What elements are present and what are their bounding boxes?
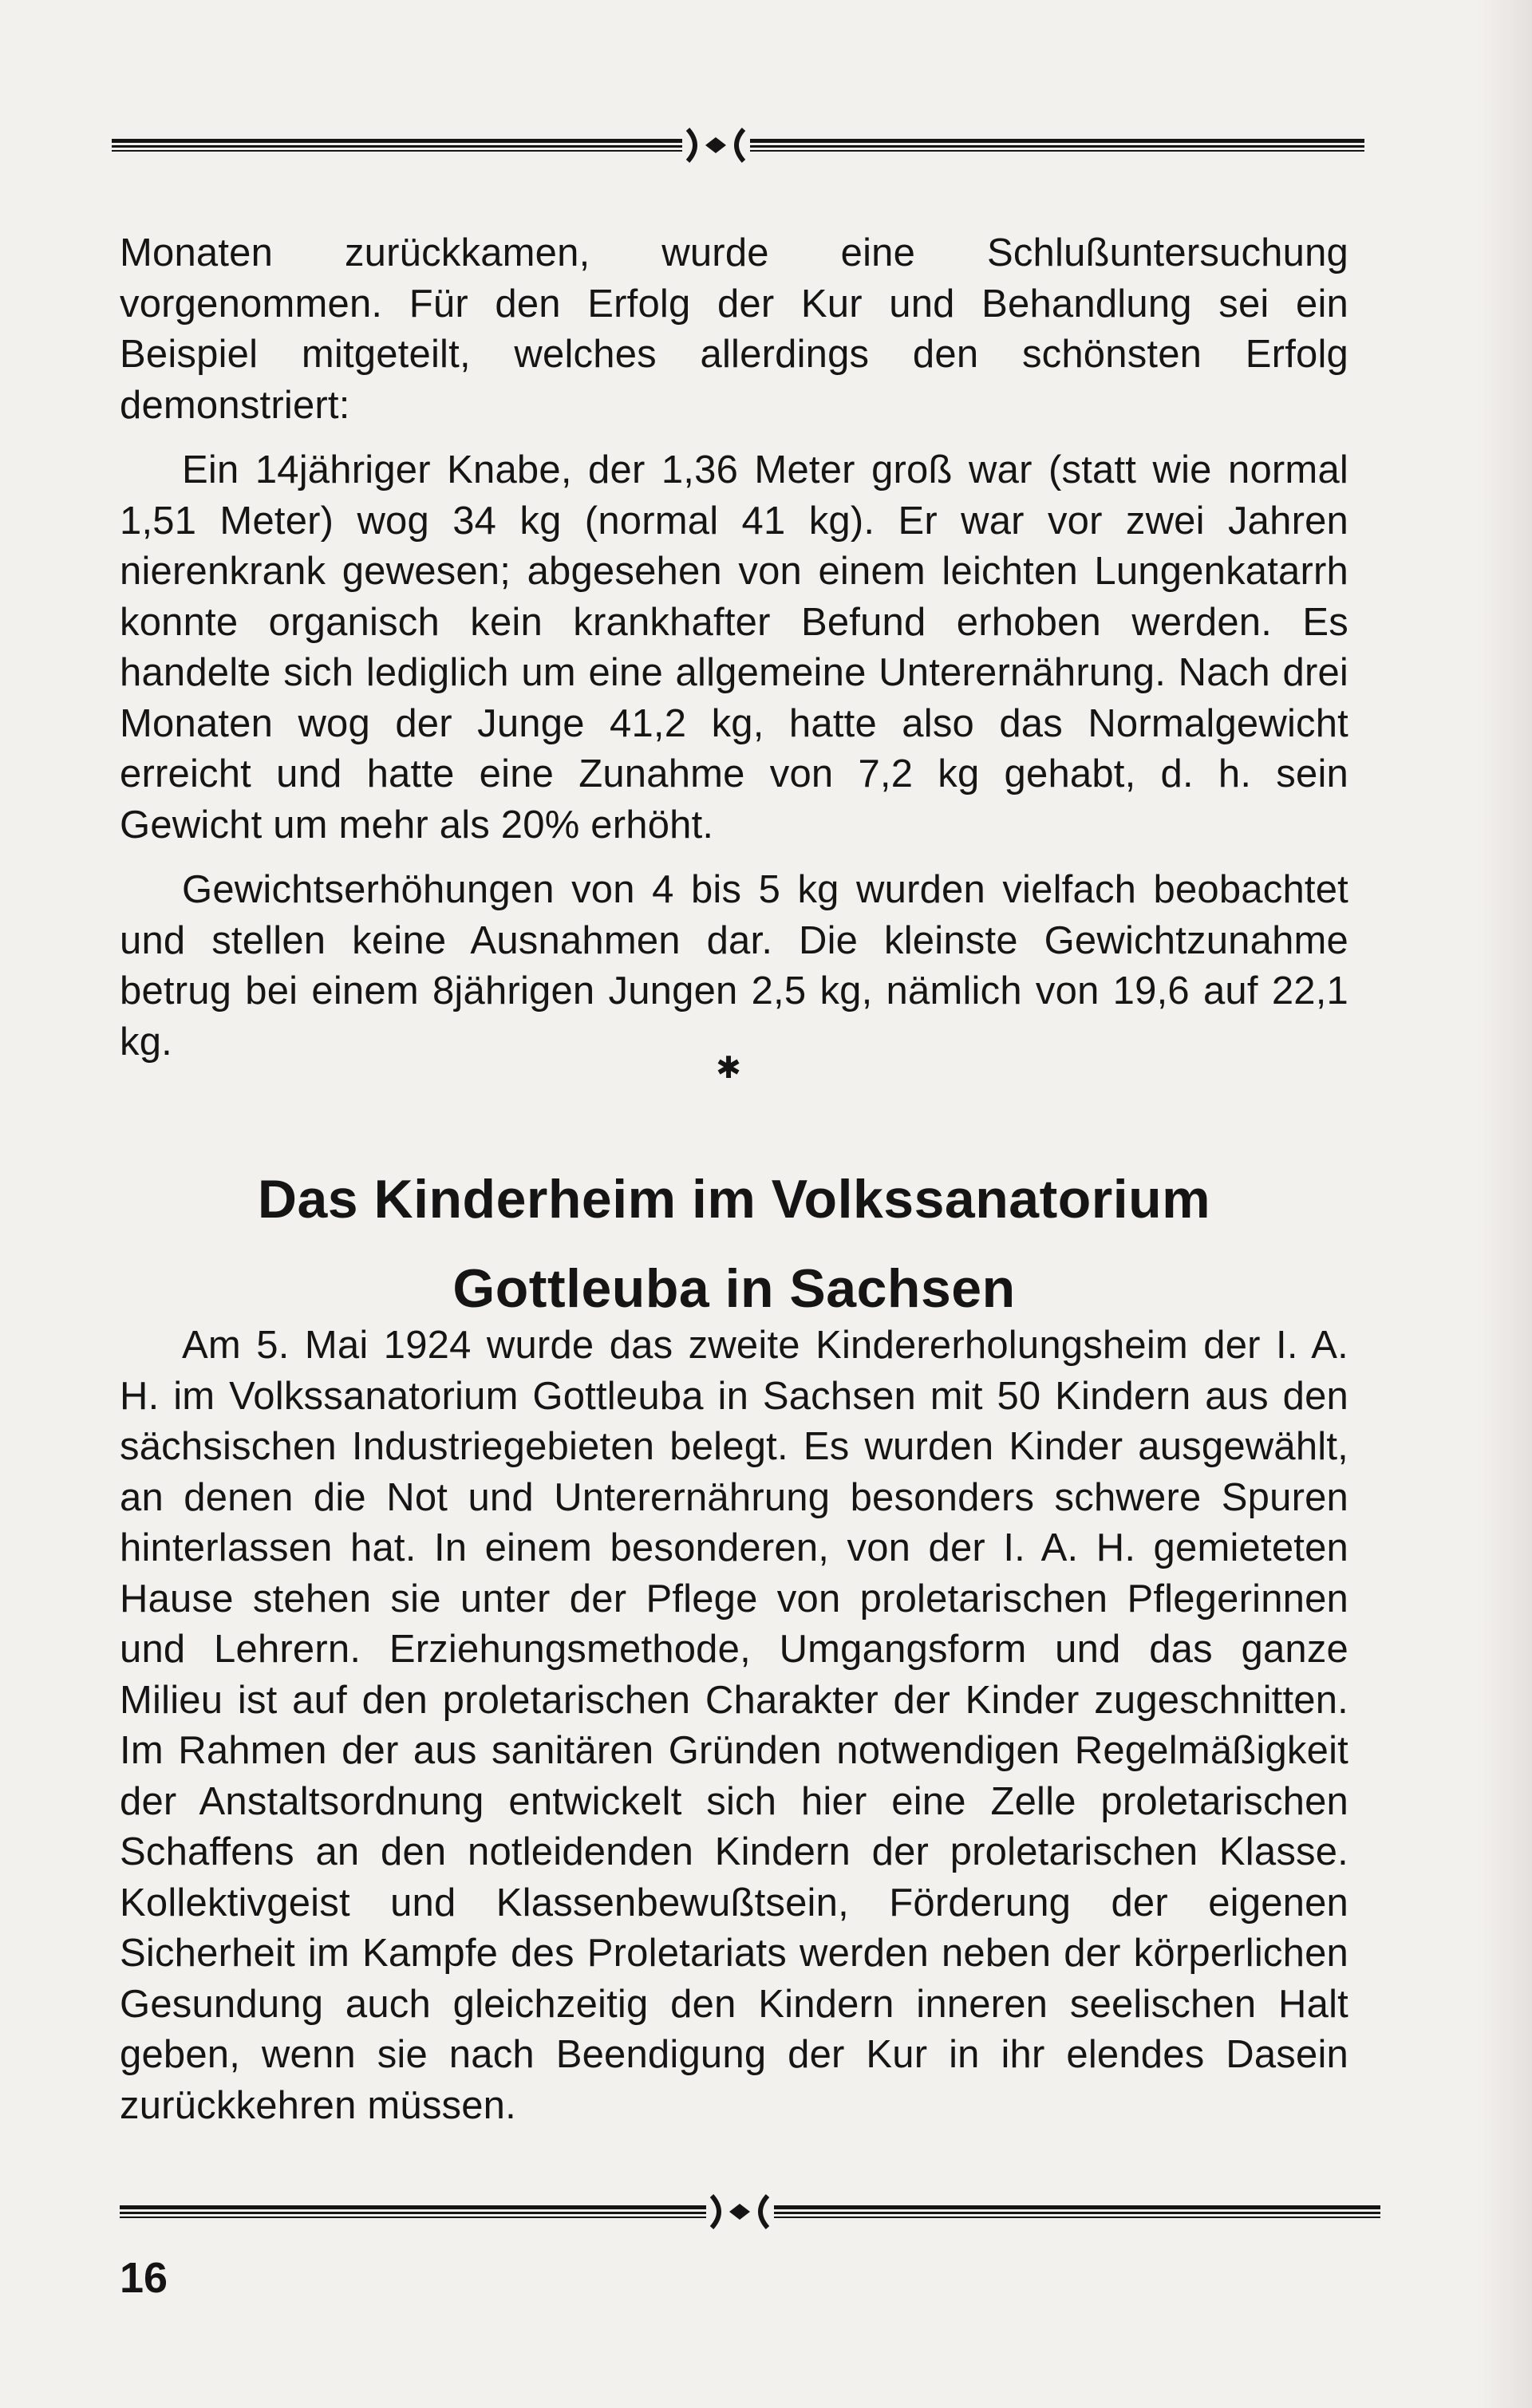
paragraph-kinderheim: Am 5. Mai 1924 wurde das zweite Kindererholungsheim der I. A. H. im Volkssanatorium Gottleuba in Sachsen mit 50 Kindern aus den sächsischen Industriegebieten belegt. Es wurden Kinder ausgewählt, an denen die Not und Unterernährung besonders schwere Spuren hinterlassen hat. In einem besonderen, von der I. A. H. gemieteten Hause stehen sie unter der Pflege von proletarischen Pflegerinnen und Lehrern. Erziehungsmethode, Umgangsform und das ganze Milieu ist auf den proletarischen Charakter der Kinder zugeschnitten. Im Rahmen der aus sanitären Gründen notwendigen Regelmäßigkeit der Anstaltsordnung entwickelt sich hier eine Zelle proletarischen Schaffens an den notleidenden Kindern der proletarischen Klasse. Kollektivgeist und Klassenbewußtsein, Förderung der eigenen Sicherheit im Kampfe des Proletariats werden neben der körperlichen Gesundung auch gleichzeitig den Kindern inneren seelischen Halt geben, wenn sie nach Beendigung der Kur in ihr elendes Dasein zurückkehren müssen. bbox=[120, 1324, 1348, 2127]
page-edge-shadow bbox=[1476, 0, 1532, 2408]
paragraph-continuation: Monaten zurückkamen, wurde eine Schlußuntersuchung vorgenommen. Für den Erfolg der Kur und Behandlung sei ein Beispiel mitgeteilt, welches allerdings den schönsten Erfolg demonstriert: bbox=[120, 231, 1348, 427]
heading-line-1: Das Kinderheim im Volkssanatorium bbox=[257, 1169, 1211, 1230]
top-text-block bbox=[120, 228, 1348, 1068]
section-heading bbox=[120, 1155, 1348, 1333]
heading-line-2: Gottleuba in Sachsen bbox=[452, 1258, 1016, 1319]
section-separator-star: ✱ bbox=[716, 1050, 741, 1085]
paragraph-weight-gains: Gewichtserhöhungen von 4 bis 5 kg wurden vielfach beobachtet und stellen keine Ausnahmen dar. Die kleinste Gewichtzunahme betrug bei einem 8jährigen Jungen 2,5 kg, nämlich von 19,6 auf 22,1 kg. bbox=[120, 868, 1348, 1064]
top-ornamental-rule bbox=[112, 120, 1364, 168]
bottom-text-block bbox=[120, 1320, 1348, 2131]
bottom-ornamental-rule bbox=[120, 2186, 1380, 2234]
page-number: 16 bbox=[120, 2254, 168, 2302]
paragraph-knabe-example: Ein 14jähriger Knabe, der 1,36 Meter groß war (statt wie normal 1,51 Meter) wog 34 kg (normal 41 kg). Er war vor zwei Jahren nierenkrank gewesen; abgesehen von einem leichten Lungenkatarrh konnte organisch kein krankhafter Befund erhoben werden. Es handelte sich lediglich um eine allgemeine Unterernährung. Nach drei Monaten wog der Junge 41,2 kg, hatte also das Normalgewicht erreicht und hatte eine Zunahme von 7,2 kg gehabt, d. h. sein Gewicht um mehr als 20% erhöht. bbox=[120, 448, 1348, 847]
